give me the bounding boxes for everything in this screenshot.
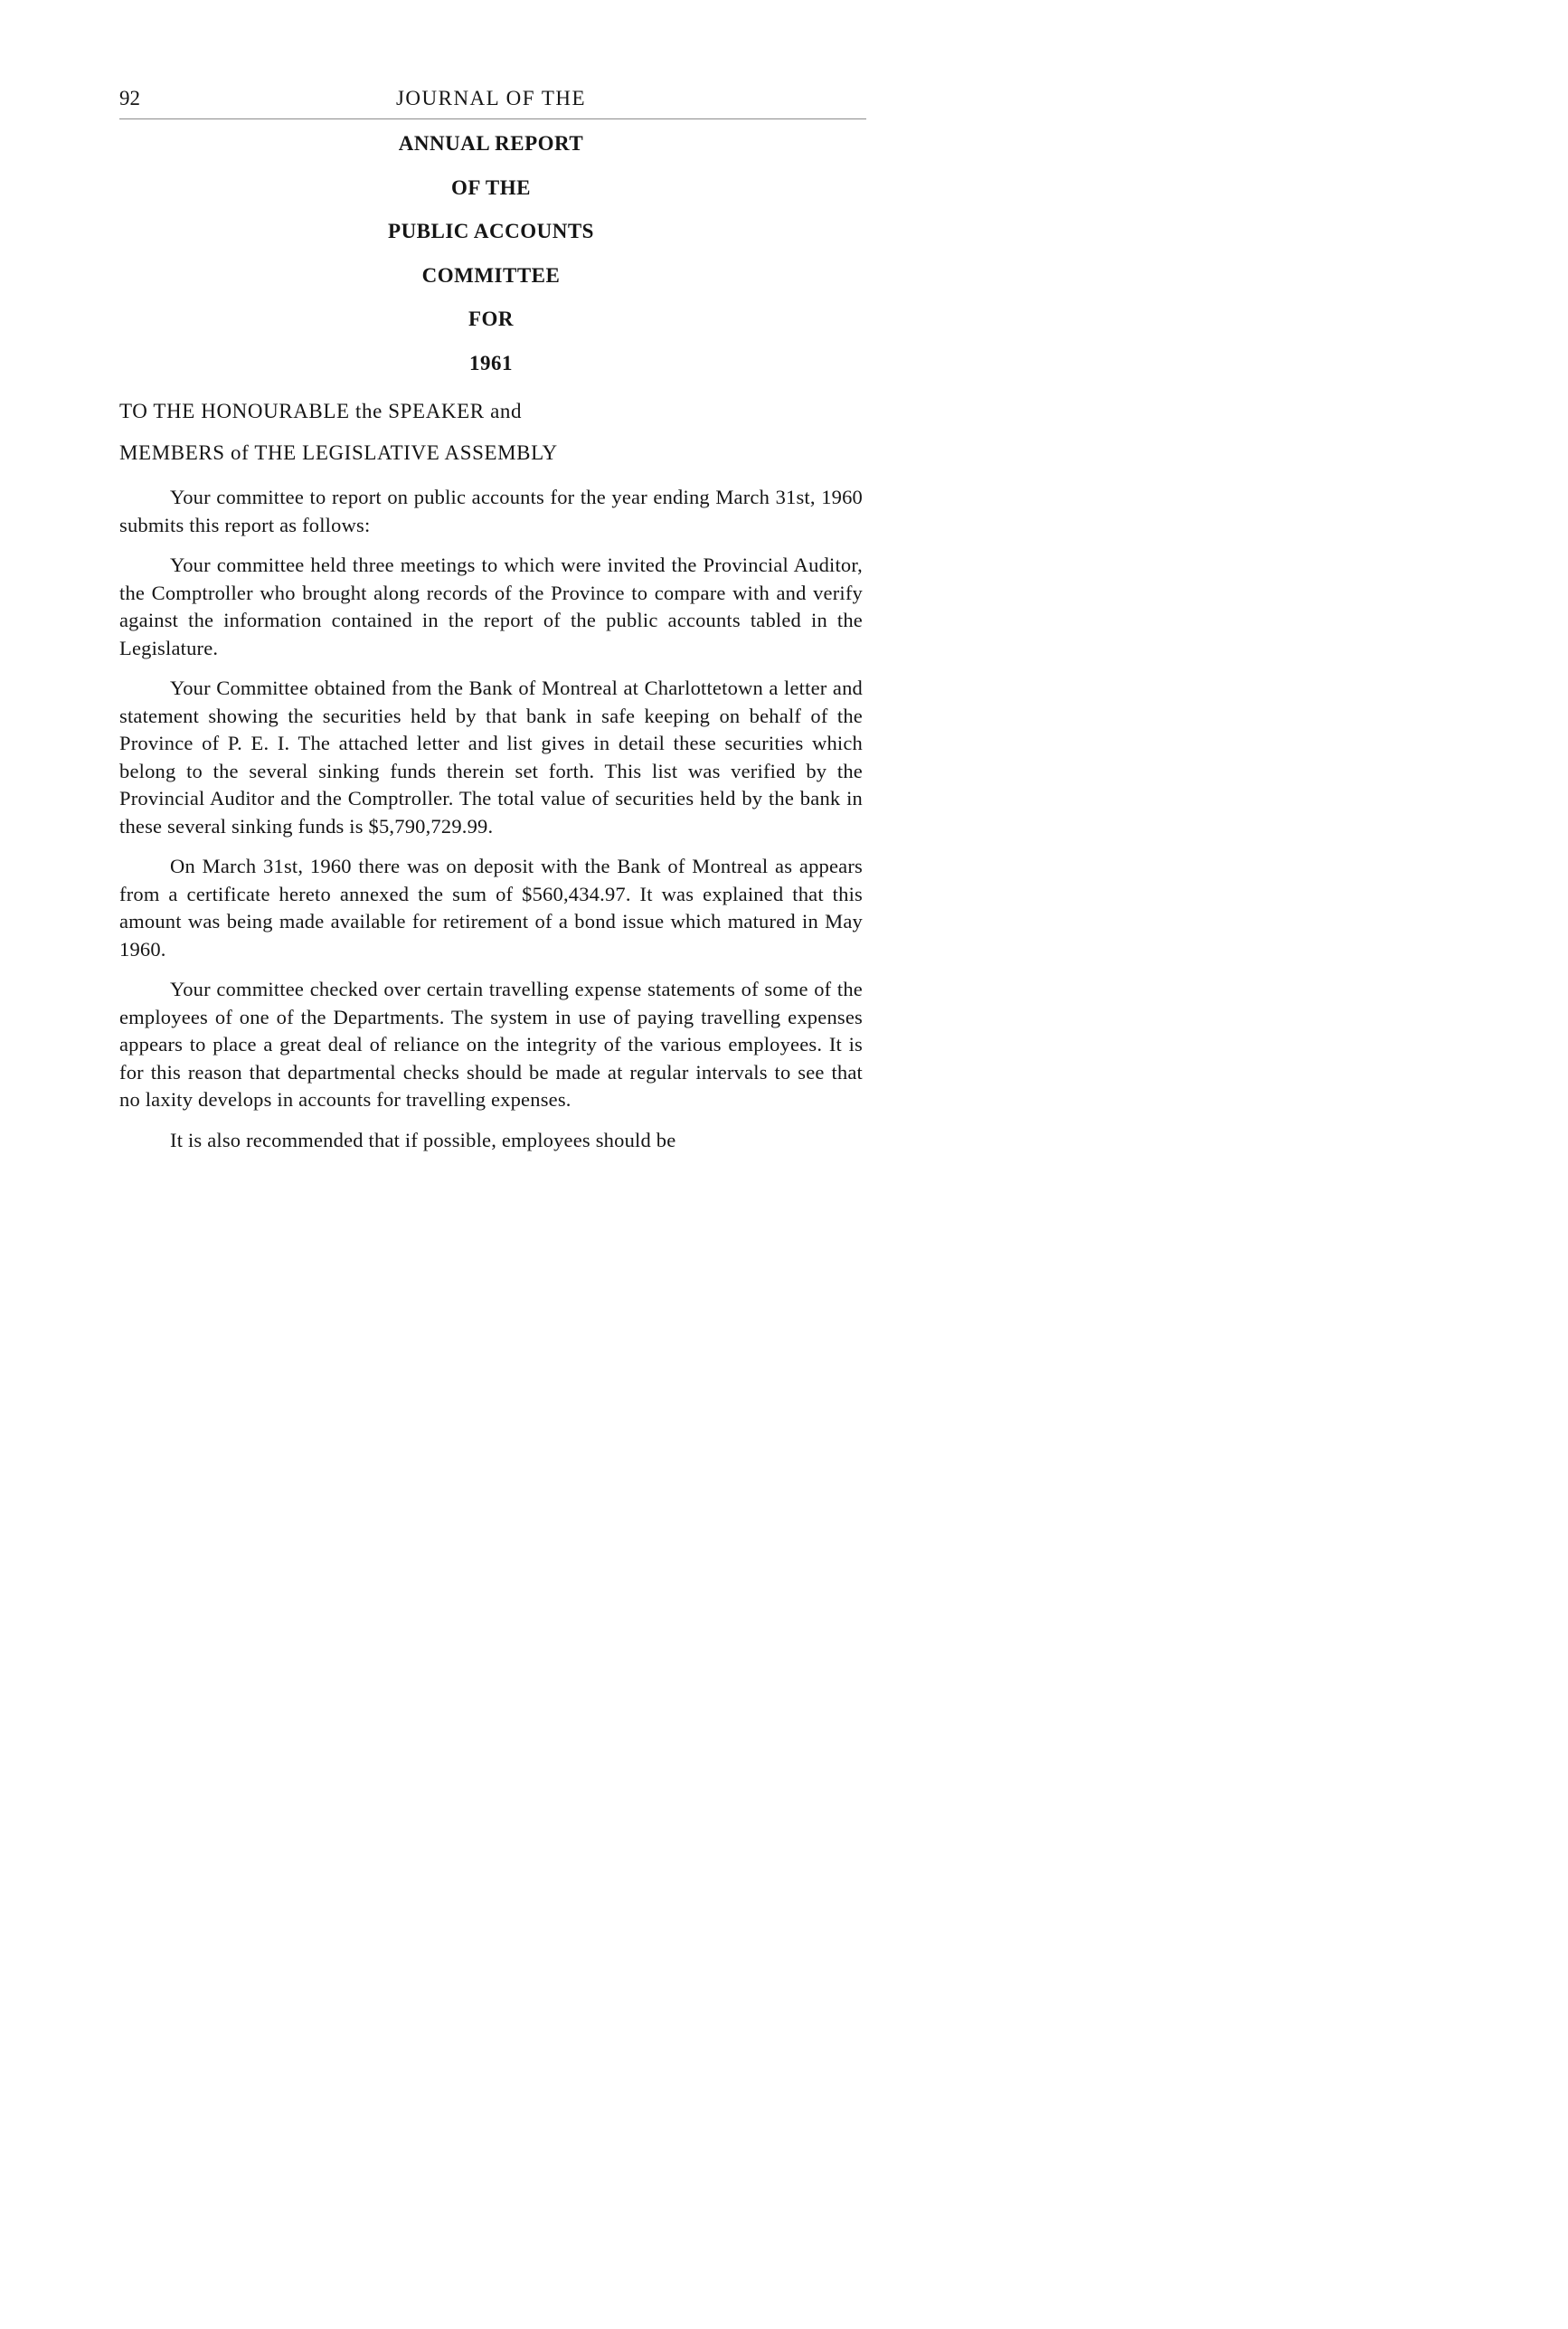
body-paragraph: Your Committee obtained from the Bank of Montreal at Charlottetown a letter and statement showing the securities held by that bank in safe keeping on behalf of the Province of P. E. I. The attached letter and list gives in detail these securities which belong to the several sinking funds therein set forth. This list was verified by the Provincial Auditor and the Comptroller. The total value of securities held by the bank in these several sinking funds is $5,790,729.99.: [119, 677, 863, 838]
body-paragraph: It is also recommended that if possible, employees should be: [170, 1128, 676, 1151]
page-header: [119, 85, 863, 116]
title-line: FOR: [468, 308, 515, 331]
salutation-line: MEMBERS of THE LEGISLATIVE ASSEMBLY: [119, 441, 558, 464]
report-title: [119, 130, 863, 394]
title-line: ANNUAL REPORT: [398, 132, 584, 155]
report-body: [119, 484, 863, 1167]
body-paragraph: On March 31st, 1960 there was on deposit with the Bank of Montreal as appears from a certificate hereto annexed the sum of $560,434.97. It was explained that this amount was being made available for retirement of a bond issue which matured in May 1960.: [119, 855, 863, 961]
title-line: PUBLIC ACCOUNTS: [388, 220, 594, 243]
page-number: 92: [119, 87, 140, 109]
journal-page: [0, 0, 961, 1446]
body-paragraph: Your committee to report on public accounts for the year ending March 31st, 1960 submits this report as follows:: [119, 486, 863, 536]
salutation-line: TO THE HONOURABLE the SPEAKER and: [119, 400, 523, 422]
salutation: [119, 398, 863, 481]
body-paragraph: Your committee held three meetings to which were invited the Provincial Auditor, the Comptroller who brought along records of the Province to compare with and verify against the information contained in the report of the public accounts tabled in the Legislature.: [119, 554, 863, 659]
running-head: JOURNAL OF THE: [395, 87, 587, 109]
header-rule: [119, 118, 866, 119]
title-line: 1961: [469, 351, 513, 374]
title-line: COMMITTEE: [421, 263, 561, 287]
body-paragraph: Your committee checked over certain travelling expense statements of some of the employees of one of the Departments. The system in use of paying travelling expenses appears to place a great deal of reliance on the integrity of the various employees. It is for this reason that departmental checks should be made at regular intervals to see that no laxity develops in accounts for travelling expenses.: [119, 978, 863, 1111]
title-line: OF THE: [451, 175, 531, 199]
